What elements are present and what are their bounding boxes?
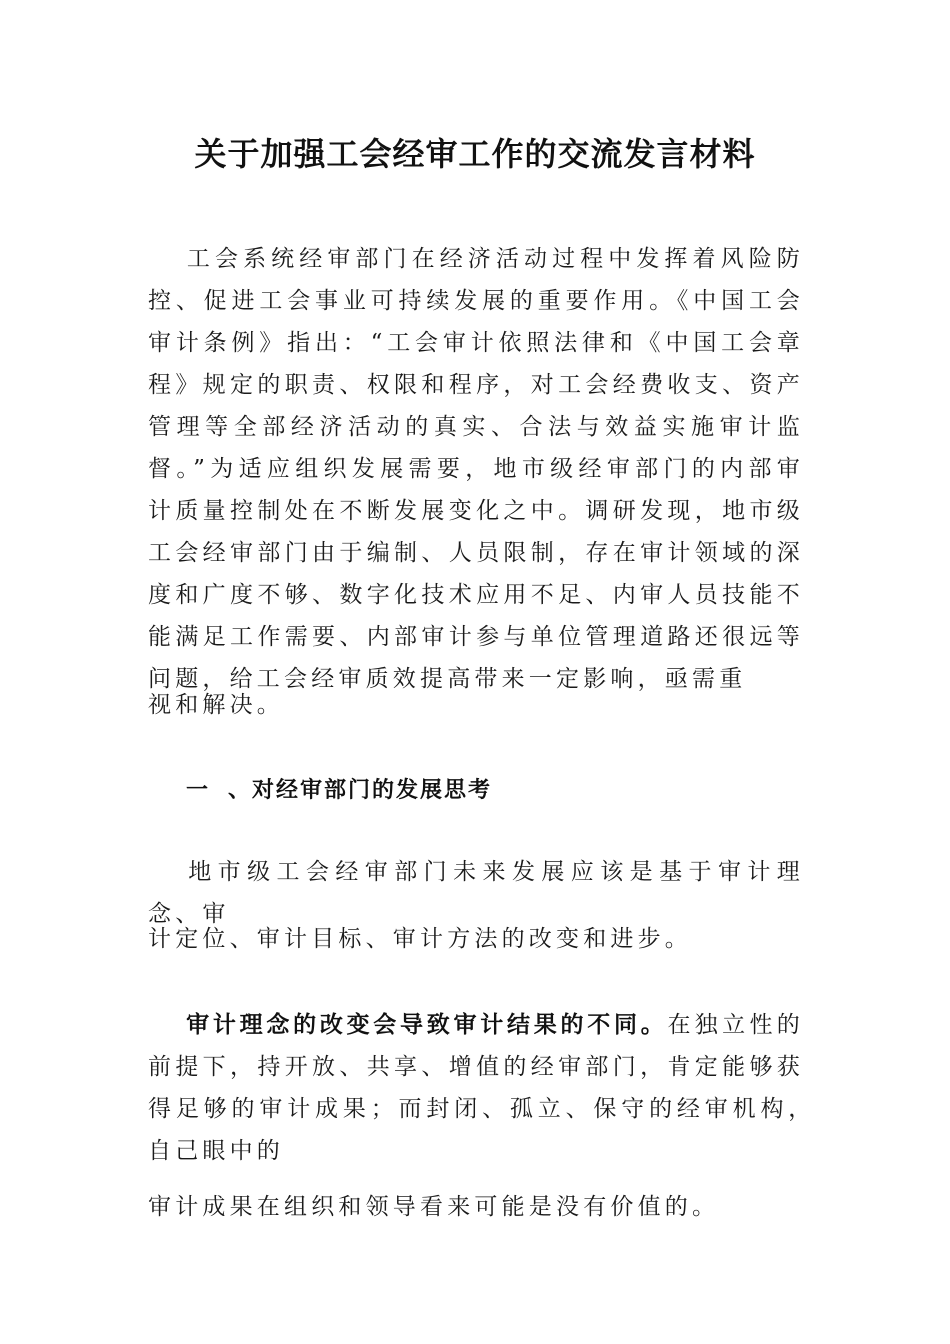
paragraph-audit-result: 审计成果在组织和领导看来可能是没有价值的。	[148, 1194, 720, 1220]
section-heading	[186, 770, 492, 812]
paragraph-intro-last-line: 视和解决。	[148, 692, 284, 718]
paragraph-development-text: 地市级工会经审部门未来发展应该是基于审计理念、审	[148, 859, 804, 927]
paragraph-intro	[148, 238, 804, 692]
paragraph-audit-concept	[148, 1004, 832, 1172]
paragraph-intro-text: 工会系统经审部门在经济活动过程中发挥着风险防控、促进工会事业可持续发展的重要作用。《中国工会审计条例》指出：“工会审计依照法律和《中国工会章程》规定的职责、权限和程序，对工会经费收支、资产管理等全部经济活动的真实、合法与效益实施审计监督。”为适应组织发展需要，地市级经审部门的内部审计质量控制处在不断发展变化之中。调研发现，地市级工会经审部门由于编制、人员限制，存在审计领域的深度和广度不够、数字化技术应用不足、内审人员技能不能满足工作需要、内部审计参与单位管理道路还很远等问题，给工会经审质效提高带来一定影响，亟需重	[148, 246, 804, 692]
section-heading-text: 、对经审部门的发展思考	[228, 778, 493, 803]
paragraph-bold-lead: 审计理念的改变会导致审计结果的不同。	[186, 1012, 668, 1038]
paragraph-audit-concept-text: 在独立性的前提下，持开放、共享、增值的经审部门，肯定能够获得足够的审计成果；而封闭、孤立、保守的经审机构， 自己眼中的	[148, 1012, 832, 1164]
document-title: 关于加强工会经审工作的交流发言材料	[194, 135, 756, 173]
paragraph-development-line2: 计定位、审计目标、审计方法的改变和进步。	[148, 926, 692, 952]
section-number: 一	[186, 778, 211, 803]
